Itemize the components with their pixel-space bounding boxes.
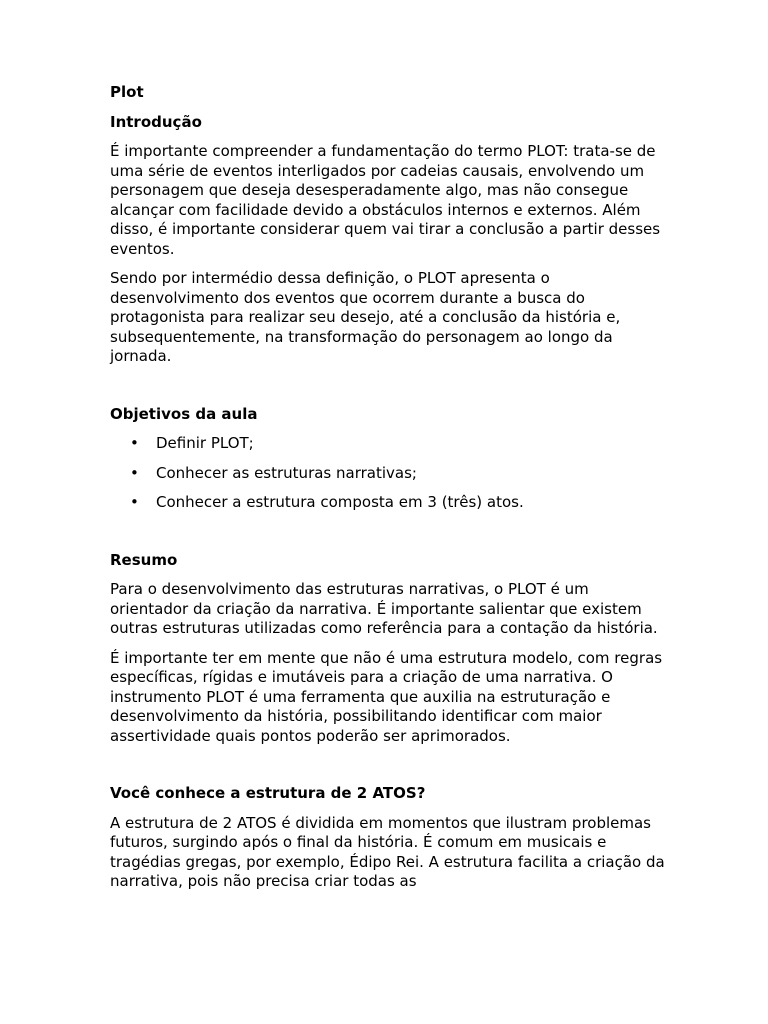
bullet-icon: • — [130, 493, 139, 511]
bullet-icon: • — [130, 463, 139, 482]
list-item — [110, 434, 670, 454]
objectives-list — [110, 434, 670, 513]
summary-paragraph: É importante ter em mente que não é uma estrutura modelo, com regras específicas, rígidas e imutáveis para a criação de uma narrativa. O instrumento PLOT é uma ferramenta que auxilia na estruturação e desenvolvimento da história, possibilitando identificar com maior assertividade quais pontos poderão ser aprimorados. — [110, 648, 663, 745]
list-item-text: Conhecer a estrutura composta em 3 (três) atos. — [156, 493, 524, 511]
list-item-text: Definir PLOT; — [156, 434, 254, 452]
two-acts-heading: Você conhece a estrutura de 2 ATOS? — [110, 784, 426, 802]
list-item — [110, 493, 670, 513]
objectives-heading: Objetivos da aula — [110, 404, 258, 423]
summary-paragraph: Para o desenvolvimento das estruturas narrativas, o PLOT é um orientador da criação da narrativa. É importante salientar que existem outras estruturas utilizadas como referência para a contação da história. — [110, 580, 658, 637]
two-acts-paragraph: A estrutura de 2 ATOS é dividida em momentos que ilustram problemas futuros, surgindo após o final da história. É comum em musicais e tragédias gregas, por exemplo, Édipo Rei. A estrutura facilita a criação da narrativa, pois não precisa criar todas as — [110, 813, 665, 890]
document-title: Plot — [110, 83, 144, 101]
introduction-paragraph: É importante compreender a fundamentação do termo PLOT: trata-se de uma série de eventos interligados por cadeias causais, envolvendo um personagem que deseja desesperadamente algo, mas não consegue alcançar com facilidade devido a obstáculos internos e externos. Além disso, é importante considerar quem vai tirar a conclusão a partir desses eventos. — [110, 142, 661, 258]
introduction-heading: Introdução — [110, 112, 202, 131]
bullet-icon: • — [130, 434, 139, 452]
list-item — [110, 464, 670, 484]
summary-heading: Resumo — [110, 550, 178, 569]
document-page — [110, 83, 670, 892]
introduction-paragraph: Sendo por intermédio dessa definição, o PLOT apresenta o desenvolvimento dos eventos que ocorrem durante a busca do protagonista para realizar seu desejo, até a conclusão da história e, subsequentemente, na transformação do personagem ao longo da jornada. — [110, 269, 621, 365]
list-item-text: Conhecer as estruturas narrativas; — [156, 463, 417, 482]
